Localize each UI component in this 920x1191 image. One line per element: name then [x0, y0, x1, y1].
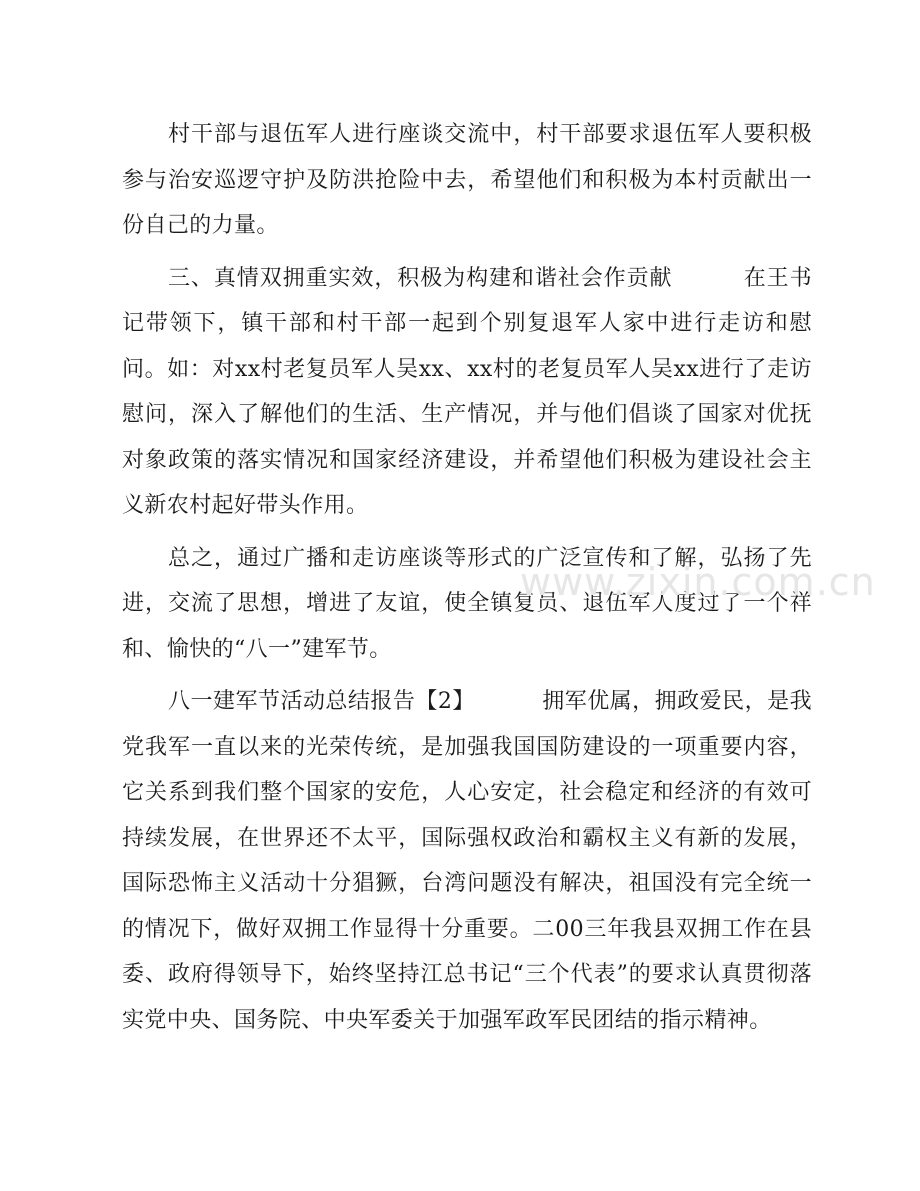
paragraph-section-three: 三、真情双拥重实效，积极为构建和谐社会作贡献 在王书记带领下，镇干部和村干部一起到个别复退军人家中进行走访和慰问。如：对xx村老复员军人吴xx、xx村的老复员军人吴xx进行了走访慰问，深入了解他们的生活、生产情况，并与他们倡谈了国家对优抚对象政策的落实情况和国家经济建设，并希望他们积极为建设社会主义新农村起好带头作用。: [122, 265, 812, 518]
paragraph-report-two: 八一建军节活动总结报告【2】 拥军优属，拥政爱民，是我党我军一直以来的光荣传统，是加强我国国防建设的一项重要内容，它关系到我们整个国家的安危，人心安定，社会稳定和经济的有效可持续发展，在世界还不太平，国际强权政治和霸权主义有新的发展，国际恐怖主义活动十分猖獗，台湾问题没有解决，祖国没有完全统一的情况下，做好双拥工作显得十分重要。二00三年我县双拥工作在县委、政府得领导下，始终坚持江总书记“三个代表”的要求认真贯彻落实党中央、国务院、中央军委关于加强军政军民团结的指示精神。: [122, 689, 812, 1033]
paragraph-conclusion: 总之，通过广播和走访座谈等形式的广泛宣传和了解，弘扬了先进，交流了思想，增进了友谊，使全镇复员、退伍军人度过了一个祥和、愉快的“八一”建军节。: [122, 545, 812, 662]
paragraph-village-discussion: 村干部与退伍军人进行座谈交流中，村干部要求退伍军人要积极参与治安巡逻守护及防洪抢险中去，希望他们和积极为本村贡献出一份自己的力量。: [122, 122, 812, 238]
document-body: [122, 112, 812, 1050]
watermark: www.zixin.com.cn: [520, 560, 876, 604]
